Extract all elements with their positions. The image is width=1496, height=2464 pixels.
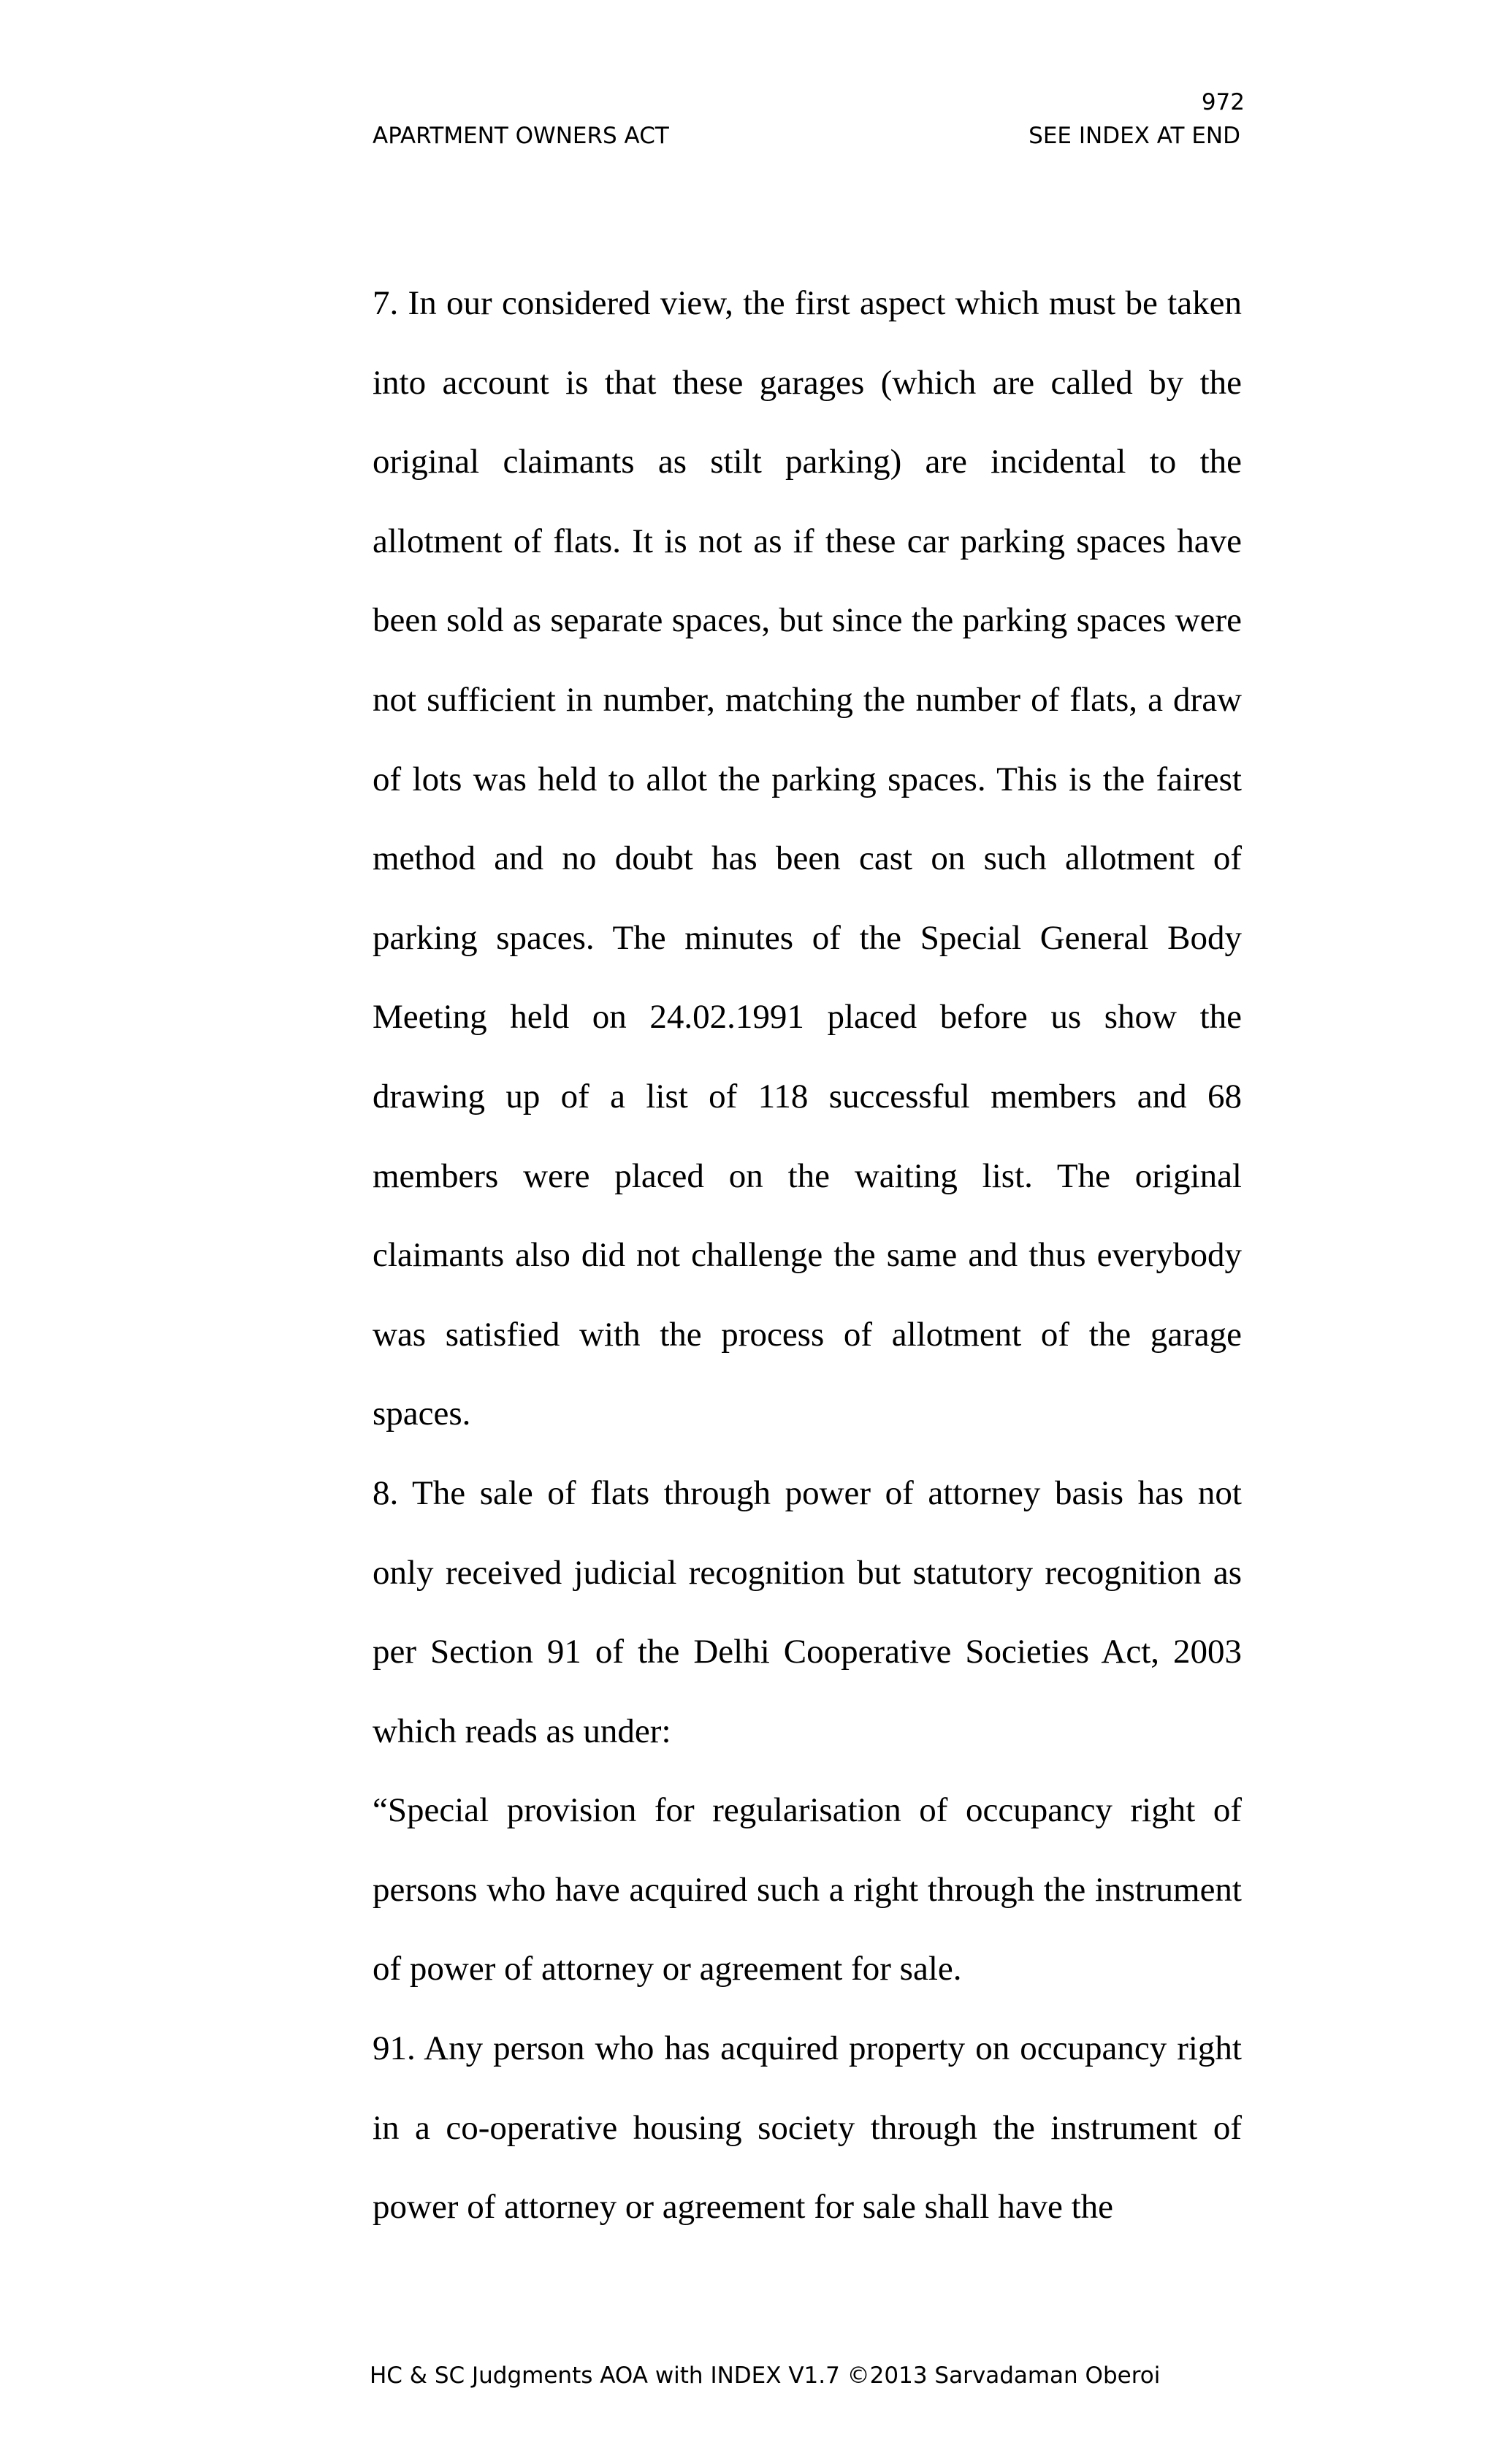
section-91-text: 91. Any person who has acquired property on occupancy right in a co-operative housing society through the instrument of power of attorney or agreement for sale shall have the (373, 2029, 1242, 2227)
page-footer: HC & SC Judgments AOA with INDEX V1.7 ©2013 Sarvadaman Oberoi (370, 2362, 1161, 2389)
quoted-provision-heading: “Special provision for regularisation of occupancy right of persons who have acquired such a right through the instrument of power of attorney or agreement for sale. (373, 1791, 1242, 1988)
paragraph-8: 8. The sale of flats through power of attorney basis has not only received judicial recognition but statutory recognition as per Section 91 of the Delhi Cooperative Societies Act, 2003 which reads as under: (373, 1473, 1242, 1750)
page-number: 972 (1201, 89, 1245, 115)
document-body (373, 264, 1242, 2247)
running-header-title: APARTMENT OWNERS ACT (373, 123, 669, 149)
running-header-index-note: SEE INDEX AT END (1028, 123, 1240, 149)
paragraph-7: 7. In our considered view, the first aspect which must be taken into account is that these garages (which are called by the original claimants as stilt parking) are incidental to the allotment of flats. It is not as if these car parking spaces have been sold as separate spaces, but since the parking spaces were not sufficient in number, matching the number of flats, a draw of lots was held to allot the parking spaces. This is the fairest method and no doubt has been cast on such allotment of parking spaces. The minutes of the Special General Body Meeting held on 24.02.1991 placed before us show the drawing up of a list of 118 successful members and 68 members were placed on the waiting list. The original claimants also did not challenge the same and thus everybody was satisfied with the process of allotment of the garage spaces. (373, 284, 1242, 1433)
